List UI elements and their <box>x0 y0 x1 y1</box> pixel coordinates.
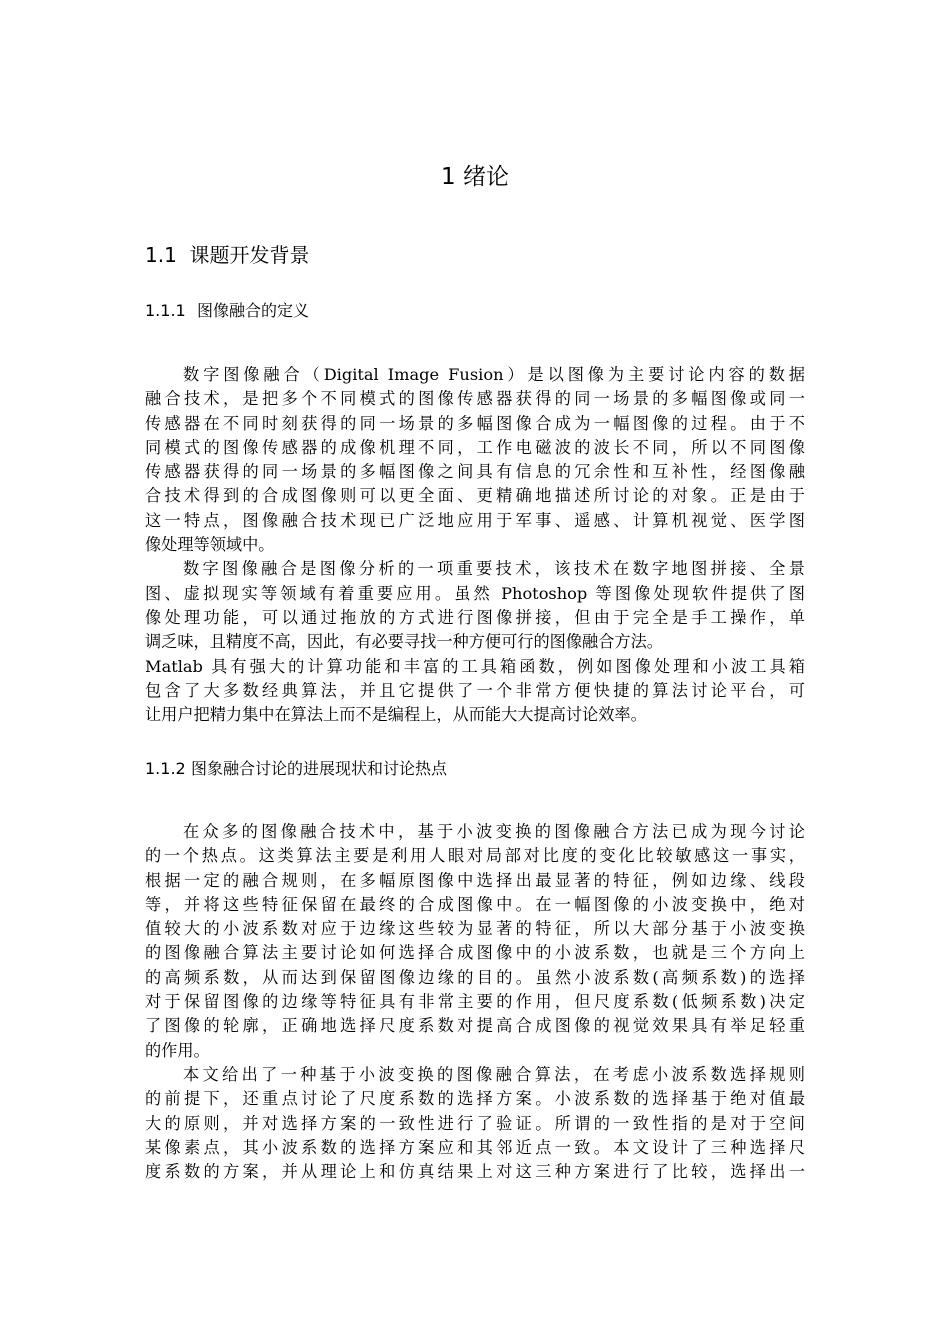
text-line: 本文给出了一种基于小波变换的图像融合算法，在考虑小波系数选择规则 <box>183 1064 805 1084</box>
section-heading <box>145 240 310 270</box>
text-line: Matlab 具有强大的计算功能和丰富的工具箱函数，例如图像处理和小波工具箱 <box>145 656 805 676</box>
text-line: 值较大的小波系数对应于边缘这些较为显著的特征，所以大部分基于小波变换 <box>145 919 805 939</box>
subsection-title: 图象融合讨论的进展现状和讨论热点 <box>191 759 448 778</box>
text-line: 的前提下，还重点讨论了尺度系数的选择方案。小波系数的选择基于绝对值最 <box>145 1089 805 1109</box>
text-line: 让用户把精力集中在算法上而不是编程上，从而能大大提高讨论效率。 <box>145 705 647 725</box>
text-line: 某像素点，其小波系数的选择方案应和其邻近点一致。本文设计了三种选择尺 <box>145 1137 805 1157</box>
subsection-heading-definition <box>145 298 309 324</box>
text-line: 数字图像融合（Digital Image Fusion）是以图像为主要讨论内容的数据 <box>183 365 805 384</box>
paragraph-block-progress <box>145 820 805 1184</box>
subsection-heading-progress <box>145 756 447 782</box>
text-line: 在众多的图像融合技术中，基于小波变换的图像融合方法已成为现今讨论 <box>183 822 805 841</box>
text-line: 对于保留图像的边缘等特征具有非常主要的作用，但尺度系数(低频系数)决定 <box>145 992 805 1012</box>
text-line: 包含了大多数经典算法，并且它提供了一个非常方便快捷的算法讨论平台，可 <box>145 680 805 700</box>
text-line: 了图像的轮廓，正确地选择尺度系数对提高合成图像的视觉效果具有举足轻重 <box>145 1016 805 1036</box>
text-line: 合技术得到的合成图像则可以更全面、更精确地描述所讨论的对象。正是由于 <box>145 486 805 506</box>
subsection-number: 1.1.2 <box>145 759 186 778</box>
chapter-title: 1 绪论 <box>441 164 509 190</box>
text-line: 传感器在不同时刻获得的同一场景的多幅图像合成为一幅图像的过程。由于不 <box>145 413 805 433</box>
text-line: 的一个热点。这类算法主要是利用人眼对局部对比度的变化比较敏感这一事实， <box>145 846 805 866</box>
text-line: 融合技术，是把多个不同模式的图像传感器获得的同一场景的多幅图像或同一 <box>145 389 805 409</box>
text-line: 图、虚拟现实等领域有着重要应用。虽然 Photoshop 等图像处现软件提供了图 <box>145 583 805 603</box>
text-line: 像处理功能，可以通过拖放的方式进行图像拼接，但由于完全是手工操作，单 <box>145 607 805 627</box>
subsection-number: 1.1.1 <box>145 301 186 320</box>
text-line: 数字图像融合是图像分析的一项重要技术，该技术在数字地图拼接、全景 <box>183 559 805 579</box>
section-number: 1.1 <box>145 243 177 267</box>
text-line: 等，并将这些特征保留在最终的合成图像中。在一幅图像的小波变换中，绝对 <box>145 894 805 914</box>
text-line: 根据一定的融合规则，在多幅原图像中选择出最显著的特征，例如边缘、线段 <box>145 870 805 890</box>
text-line: 调乏味，且精度不高，因此，有必要寻找一种方便可行的图像融合方法。 <box>145 632 663 652</box>
text-line: 的图像融合算法主要讨论如何选择合成图像中的小波系数，也就是三个方向上 <box>145 943 805 963</box>
subsection-title: 图像融合的定义 <box>197 301 310 320</box>
text-line: 的高频系数，从而达到保留图像边缘的目的。虽然小波系数(高频系数)的选择 <box>145 967 805 987</box>
paragraph-block-definition <box>145 363 805 727</box>
text-line: 同模式的图像传感器的成像机理不同，工作电磁波的波长不同，所以不同图像 <box>145 437 805 457</box>
text-line: 度系数的方案，并从理论上和仿真结果上对这三种方案进行了比较，选择出一 <box>145 1162 805 1182</box>
text-line: 大的原则，并对选择方案的一致性进行了验证。所谓的一致性指的是对于空间 <box>145 1113 805 1133</box>
text-line: 的作用。 <box>145 1040 210 1060</box>
text-line: 这一特点，图像融合技术现已广泛地应用于军事、遥感、计算机视觉、医学图 <box>145 510 805 530</box>
section-title: 课题开发背景 <box>189 243 310 267</box>
text-line: 传感器获得的同一场景的多幅图像之间具有信息的冗余性和互补性，经图像融 <box>145 462 805 482</box>
text-line: 像处理等领域中。 <box>145 535 275 555</box>
